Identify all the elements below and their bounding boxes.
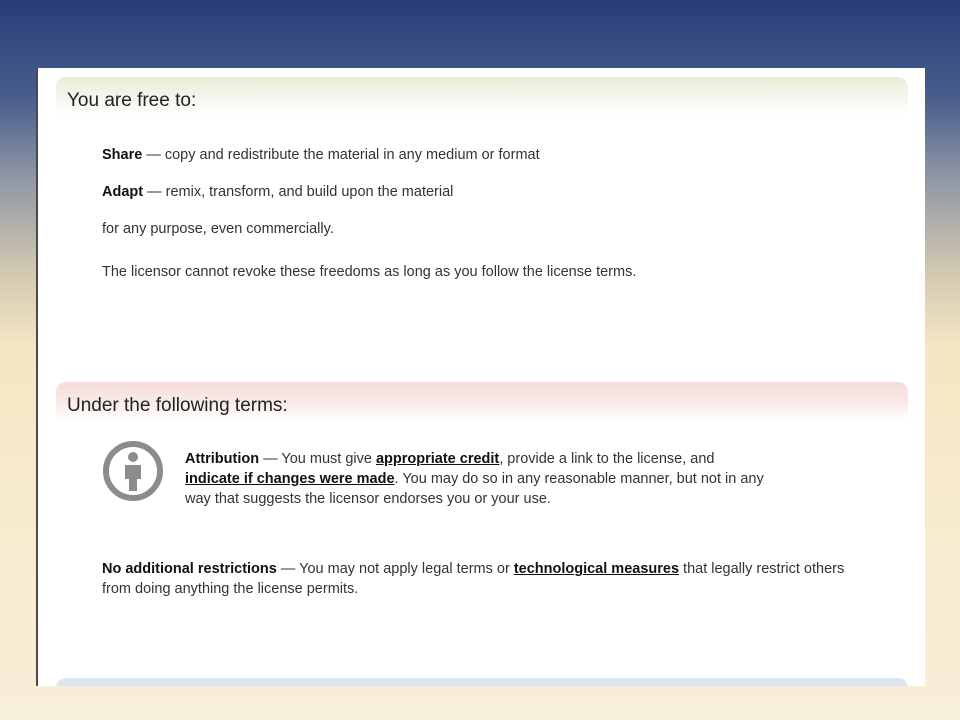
no-restrictions-term: No additional restrictions — [102, 561, 277, 577]
next-section-header — [56, 678, 908, 686]
attribution-line-1 — [185, 449, 714, 469]
no-restrictions-text: that legally restrict others — [679, 561, 845, 577]
attribution-line-3: way that suggests the licensor endorses you or your use. — [185, 491, 551, 507]
attribution-text: . You may do so in any reasonable manner, but not in any — [394, 471, 764, 487]
share-text: — copy and redistribute the material in any medium or format — [142, 147, 540, 163]
revoke-text: The licensor cannot revoke these freedoms as long as you follow the license terms. — [102, 264, 637, 280]
attribution-line-2 — [185, 469, 764, 489]
adapt-text: — remix, transform, and build upon the material — [143, 184, 454, 200]
indicate-changes-link[interactable]: indicate if changes were made — [185, 471, 395, 487]
share-item — [102, 145, 540, 165]
adapt-item — [102, 182, 453, 202]
technological-measures-link[interactable]: technological measures — [513, 561, 680, 577]
no-restrictions-line-1 — [102, 559, 844, 579]
attribution-text: — You must give — [259, 451, 376, 467]
adapt-term: Adapt — [102, 184, 144, 200]
no-restrictions-text: — You may not apply legal terms or — [276, 561, 514, 577]
purpose-text: for any purpose, even commercially. — [102, 221, 334, 237]
terms-heading: Under the following terms: — [56, 382, 908, 420]
free-to-heading: You are free to: — [56, 77, 908, 115]
no-restrictions-line-2: from doing anything the license permits. — [102, 581, 359, 597]
attribution-person-icon — [102, 440, 164, 502]
appropriate-credit-link[interactable]: appropriate credit — [375, 451, 500, 467]
license-panel — [36, 68, 925, 686]
share-term: Share — [102, 147, 143, 163]
attribution-term: Attribution — [185, 451, 260, 467]
attribution-text: , provide a link to the license, and — [499, 451, 715, 467]
